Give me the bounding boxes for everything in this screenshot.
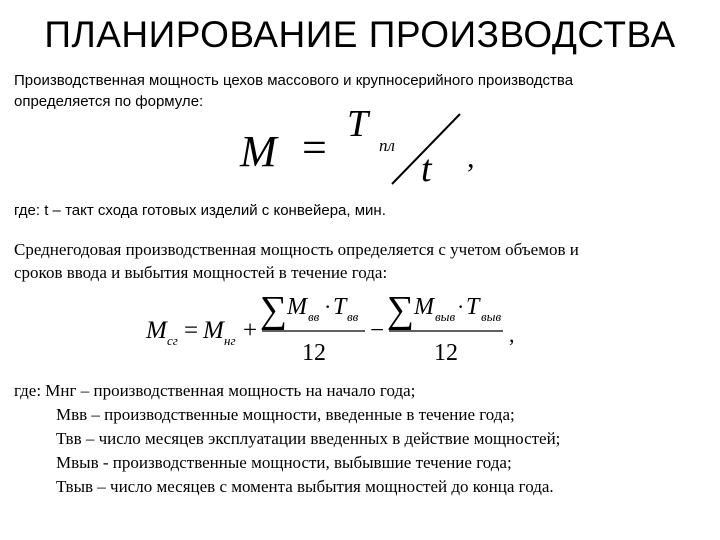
formula2-den1: 12 bbox=[302, 340, 326, 366]
formula-average-capacity bbox=[145, 289, 515, 366]
formula1-lhs: M bbox=[240, 127, 277, 176]
formula2-num1-m-sub: вв bbox=[308, 309, 320, 324]
formula2-lhs-sub: сг bbox=[167, 333, 178, 348]
formula1-numerator-sub: пл bbox=[379, 136, 395, 155]
intro-line-2: определяется по формуле: bbox=[14, 93, 204, 110]
formula2-lhs: M bbox=[146, 317, 167, 344]
formula2-num1-m: M bbox=[287, 294, 307, 320]
legend-line-2: Мвв – производственные мощности, введенные в течение года; bbox=[56, 405, 515, 424]
formula2-num2-dot: · bbox=[457, 294, 465, 319]
formula1-equals: = bbox=[302, 123, 327, 172]
formula2-num1-t-sub: вв bbox=[347, 309, 359, 324]
formula2-num1-dot: · bbox=[324, 294, 332, 319]
formula2-comma: , bbox=[509, 322, 515, 347]
legend-line-5: Твыв – число месяцев с момента выбытия мощностей до конца года. bbox=[56, 477, 554, 496]
formula2-equals: = bbox=[184, 317, 199, 344]
formula2-minus: − bbox=[370, 317, 385, 344]
formula2-m: M bbox=[203, 317, 224, 344]
legend-line-4: Мвыв - производственные мощности, выбывшие течение года; bbox=[56, 453, 512, 472]
legend-line-3: Твв – число месяцев эксплуатации введенных в действие мощностей; bbox=[56, 429, 561, 448]
formula2-den2: 12 bbox=[434, 340, 458, 366]
para2-line-2: сроков ввода и выбытия мощностей в течение года: bbox=[14, 263, 388, 282]
formula2-num2-t: T bbox=[466, 294, 480, 320]
where-clause-1: где: t – такт схода готовых изделий с конвейера, мин. bbox=[14, 202, 386, 219]
formula2-plus: + bbox=[243, 317, 258, 344]
slide-title: ПЛАНИРОВАНИЕ ПРОИЗВОДСТВА bbox=[44, 14, 676, 55]
para2-line-1: Среднегодовая производственная мощность определяется с учетом объемов и bbox=[14, 240, 579, 259]
formula2-num1-t: T bbox=[333, 294, 347, 320]
formula2-num2-t-sub: выв bbox=[481, 309, 502, 324]
intro-line-1: Производственная мощность цехов массового и крупносерийного производства bbox=[14, 72, 574, 89]
formula1-numerator: T bbox=[347, 103, 369, 145]
legend-line-1: где: Мнг – производственная мощность на начало года; bbox=[14, 381, 416, 400]
formula2-num2-m: M bbox=[414, 294, 434, 320]
formula1-denominator: t bbox=[421, 148, 432, 190]
formula-capacity bbox=[239, 103, 475, 190]
formula2-num2-m-sub: выв bbox=[435, 309, 456, 324]
formula1-comma: , bbox=[467, 141, 475, 174]
formula2-sum-2: ∑ bbox=[387, 289, 415, 331]
formula2-m-sub: нг bbox=[224, 333, 236, 348]
formula2-sum-1: ∑ bbox=[260, 289, 288, 331]
